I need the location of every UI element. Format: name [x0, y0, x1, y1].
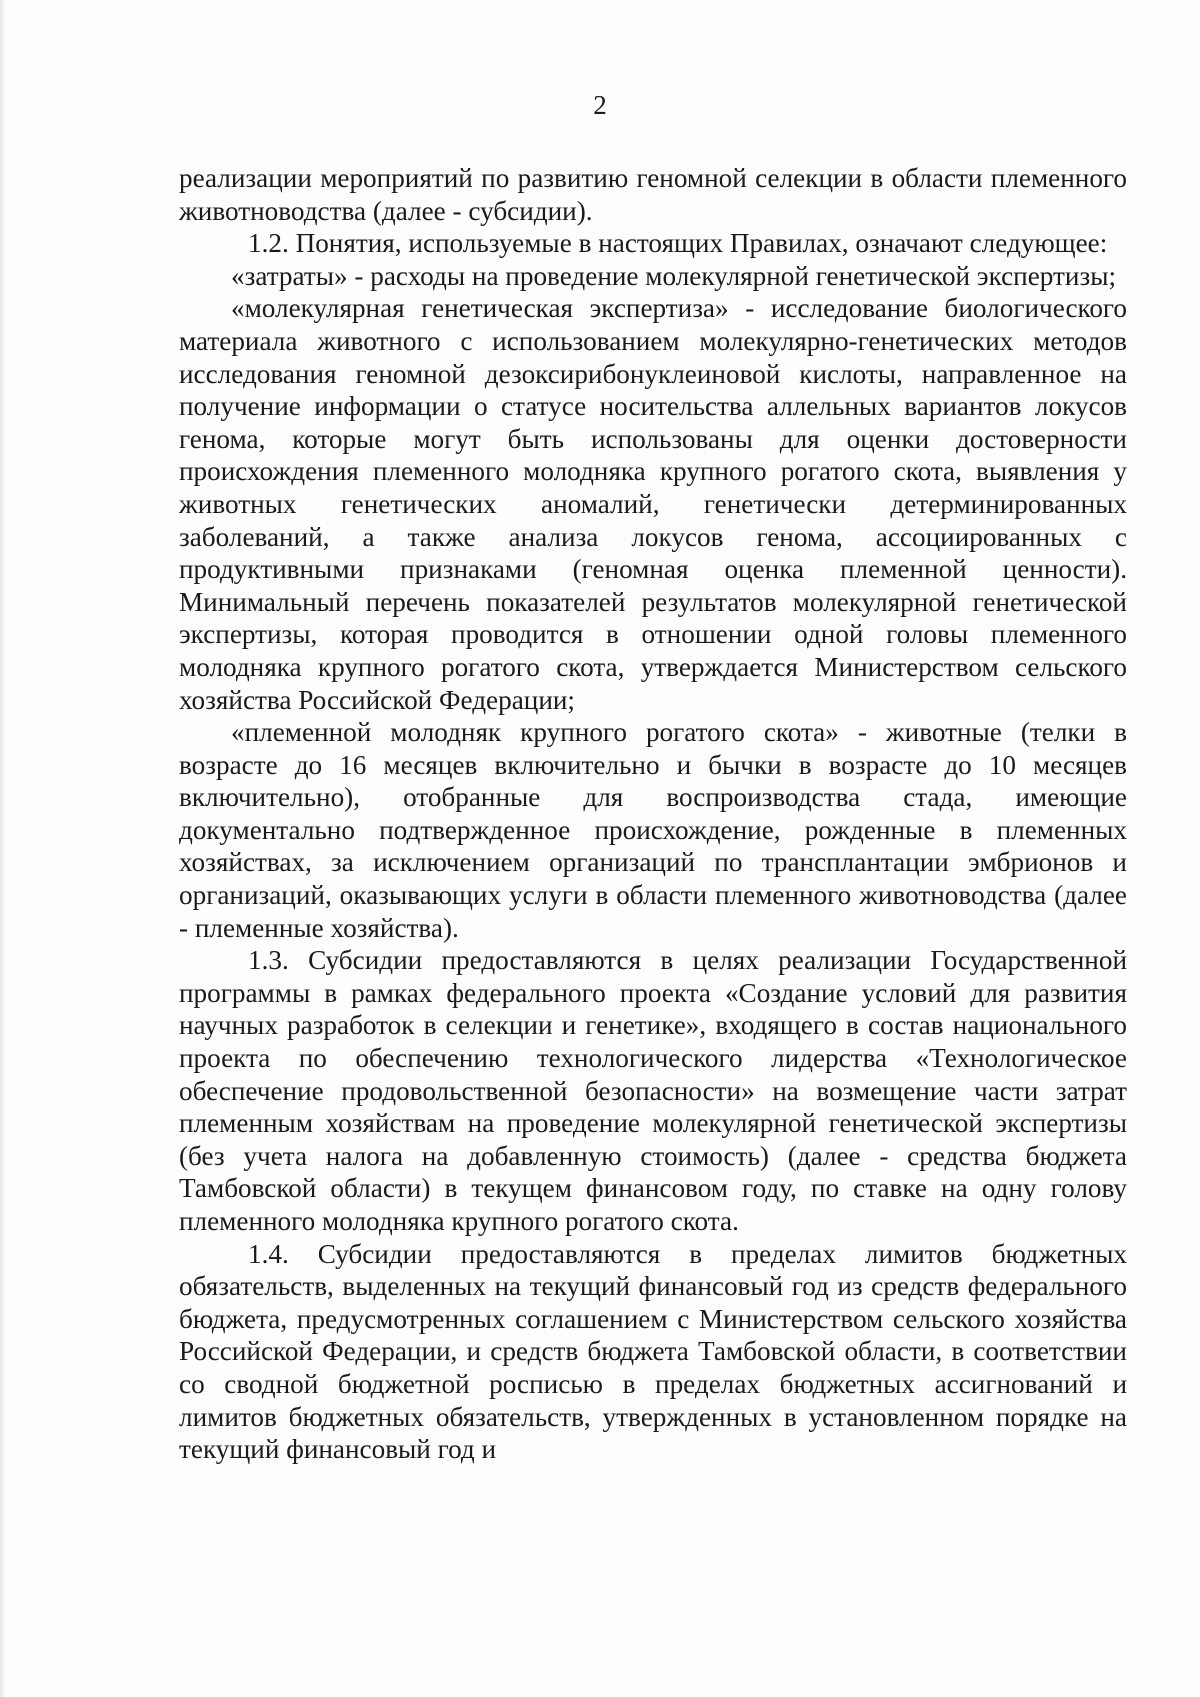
scan-edge: [0, 0, 6, 1697]
paragraph-1-3: 1.3. Субсидии предоставляются в целях реализации Государственной программы в рамках федерального проекта «Создание условий для развития научных разработок в селекции и генетике», входящего в состав национального проекта по обеспечению технологического лидерства «Технологическое обеспечение продовольственной безопасности» на возмещение части затрат племенным хозяйствам на проведение молекулярной генетической экспертизы (без учета налога на добавленную стоимость) (далее - средства бюджета Тамбовской области) в текущем финансовом году, по ставке на одну голову племенного молодняка крупного рогатого скота.: [179, 945, 1127, 1236]
page-number: 2: [593, 90, 607, 120]
paragraph-definition-expertise: «молекулярная генетическая экспертиза» - исследование биологического материала животного с использованием молекулярно-генетических методов исследования геномной дезоксирибонуклеиновой кислоты, направленное на получение информации о статусе носительства аллельных вариантов локусов генома, которые могут быть использованы для оценки достоверности происхождения племенного молодняка крупного рогатого скота, выявления у животных генетических аномалий, генетически детерминированных заболеваний, а также анализа локусов генома, ассоциированных с продуктивными признаками (геномная оценка племенной ценности). Минимальный перечень показателей результатов молекулярной генетической экспертизы, которая проводится в отношении одной головы племенного молодняка крупного рогатого скота, утверждается Министерством сельского хозяйства Российской Федерации;: [179, 293, 1127, 715]
paragraph-1-4: 1.4. Субсидии предоставляются в пределах лимитов бюджетных обязательств, выделенных на текущий финансовый год из средств федерального бюджета, предусмотренных соглашением с Министерством сельского хозяйства Российской Федерации, и средств бюджета Тамбовской области, в соответствии со сводной бюджетной росписью в пределах бюджетных ассигнований и лимитов бюджетных обязательств, утвержденных в установленном порядке на текущий финансовый год и: [179, 1238, 1127, 1465]
paragraph-continuation: реализации мероприятий по развитию геномной селекции в области племенного животноводства (далее - субсидии).: [179, 163, 1127, 226]
document-body: [179, 162, 1127, 1466]
paragraph-1-2: 1.2. Понятия, используемые в настоящих Правилах, означают следующее:: [248, 228, 1108, 259]
paragraph-definition-costs: «затраты» - расходы на проведение молекулярной генетической экспертизы;: [231, 260, 1117, 291]
paragraph-definition-young-stock: «племенной молодняк крупного рогатого скота» - животные (телки в возрасте до 16 месяцев включительно и бычки в возрасте до 10 месяцев включительно), отобранные для воспроизводства стада, имеющие документально подтвержденное происхождение, рожденные в племенных хозяйствах, за исключением организаций по трансплантации эмбрионов и организаций, оказывающих услуги в области племенного животноводства (далее - племенные хозяйства).: [179, 717, 1127, 943]
